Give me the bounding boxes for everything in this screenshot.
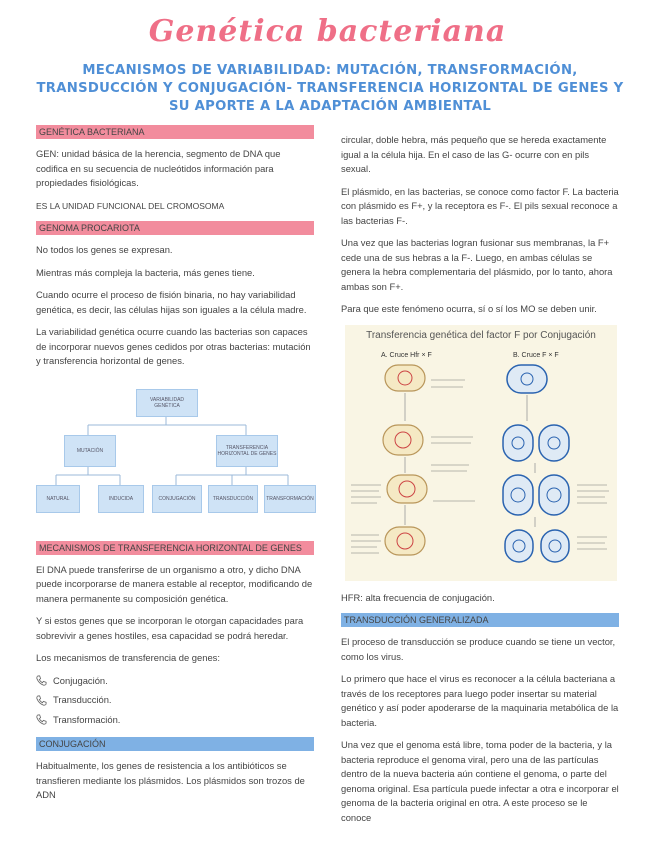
diagram-leaf-1: NATURAL [36,485,80,513]
paragraph-circular: circular, doble hebra, más pequeño que se hereda exactamente igual a la célula hija. En el caso de las G- ocurre con en pils sexual. [341,134,607,174]
section-header-mecanismos: MECANISMOS DE TRANSFERENCIA HORIZONTAL DE GENES [36,541,314,555]
diagram-leaf-3: CONJUGACIÓN [152,485,202,513]
list-item-label: Transducción. [53,694,112,705]
paragraph-los: Los mecanismos de transferencia de genes: [36,652,220,663]
bacteria-illustration [345,325,617,581]
list-item-label: Conjugación. [53,674,108,686]
page-title: Genética bacteriana [148,14,507,49]
section-header-genetica: GENÉTICA BACTERIANA [36,125,314,139]
list-item [36,693,314,708]
figure-title: Transferencia genética del factor F por Conjugación [366,329,596,341]
paragraph-si: Y si estos genes que se incorporan le otorgan capacidades para sobrevivir a genes hostiles, esa capacidad se podrá heredar. [36,615,304,641]
paragraph-gen: GEN: unidad básica de la herencia, segmento de DNA que codifica en su secuencia de nucleótidos información para propiedades fisiológicas. [36,148,281,188]
paragraph-unidad: ES LA UNIDAD FUNCIONAL DEL CROMOSOMA [36,200,225,211]
diagram-root: VARIABILIDAD GENÉTICA [136,389,198,417]
list-item [36,674,314,689]
paragraph-una-vez: Una vez que las bacterias logran fusionar sus membranas, la F+ cede una de sus hebras a la F-. Luego, en ambas células se genera la hebra complementaria del plásmido, por lo tanto, ahora ambas son F+. [341,237,613,292]
diagram-leaf-4: TRANSDUCCIÓN [208,485,258,513]
figure-label-b: B. Cruce F × F [513,351,559,359]
paragraph-para: Para que este fenómeno ocurra, sí o sí los MO se deben unir. [341,303,597,314]
phone-icon [36,695,47,706]
right-column [341,133,619,833]
diagram-leaf-5: TRANSFORMACIÓN [264,485,316,513]
list-item [36,713,314,728]
diagram-mid-right: TRANSFERENCIA HORIZONTAL DE GENES [216,435,278,467]
page-subtitle: MECANISMOS DE VARIABILIDAD: MUTACIÓN, TRANSFORMACIÓN, TRANSDUCCIÓN Y CONJUGACIÓN- TRANSFERENCIA HORIZONTAL DE GENES Y SU APORTE A LA ADAPTACIÓN AMBIENTAL [36,63,624,114]
paragraph-fision: Cuando ocurre el proceso de fisión binaria, no hay variabilidad genética, es decir, las células hijas son iguales a la célula madre. [36,289,307,315]
section-header-transduccion: TRANSDUCCIÓN GENERALIZADA [341,613,619,627]
variability-diagram [36,377,314,527]
figure-label-a: A. Cruce Hfr × F [381,351,432,359]
list-item-label: Transformación. [53,713,121,725]
diagram-mid-left: MUTACIÓN [64,435,116,467]
paragraph-dna: El DNA puede transferirse de un organismo a otro, y dicho DNA puede incorporarse de manera estable al receptor, modificando de manera permanente su composición genética. [36,563,313,604]
paragraph-proceso: El proceso de transducción se produce cuando se tiene un vector, como los virus. [341,636,616,662]
conjugation-figure [345,325,617,581]
paragraph-mientras: Mientras más compleja la bacteria, más genes tiene. [36,266,255,278]
paragraph-hfr: HFR: alta frecuencia de conjugación. [341,591,495,603]
left-column [36,125,314,811]
paragraph-habitual: Habitualmente, los genes de resistencia a los antibióticos se transfieren mediante los plásmidos. Los plásmidos son trozos de ADN [36,760,305,800]
mechanisms-list [36,674,314,728]
paragraph-no-todos: No todos los genes se expresan. [36,244,173,255]
phone-icon [36,675,47,686]
diagram-leaf-2: INDUCIDA [98,485,144,513]
paragraph-primero: Lo primero que hace el virus es reconocer a la célula bacteriana a través de los receptores para luego poder insertar su material genético y así poder apoderarse de la maquinaria metabólica de la bacteria. [341,673,619,728]
paragraph-variabilidad: La variabilidad genética ocurre cuando las bacterias son capaces de incorporar nuevos genes cedidos por otras bacterias: mutación y transferencia horizontal de genes. [36,326,311,366]
section-header-conjugacion: CONJUGACIÓN [36,737,314,751]
section-header-genoma: GENOMA PROCARIOTA [36,221,314,235]
phone-icon [36,714,47,725]
paragraph-plasmido: El plásmido, en las bacterias, se conoce como factor F. La bacteria con plásmido es F+, y la receptora es F-. El pils sexual reconoce a las bacterias F-. [341,185,619,226]
paragraph-genoma: Una vez que el genoma está libre, toma poder de la bacteria, y la bacteria reproduce el genoma viral, pero una de las partículas dentro de la nueva bacteria aún contiene el genoma, o parte del genoma original. Esa partícula puede infectar a otra e incorporar el genoma de la bacteria original en otra. A este proceso se le conoce [341,739,619,823]
